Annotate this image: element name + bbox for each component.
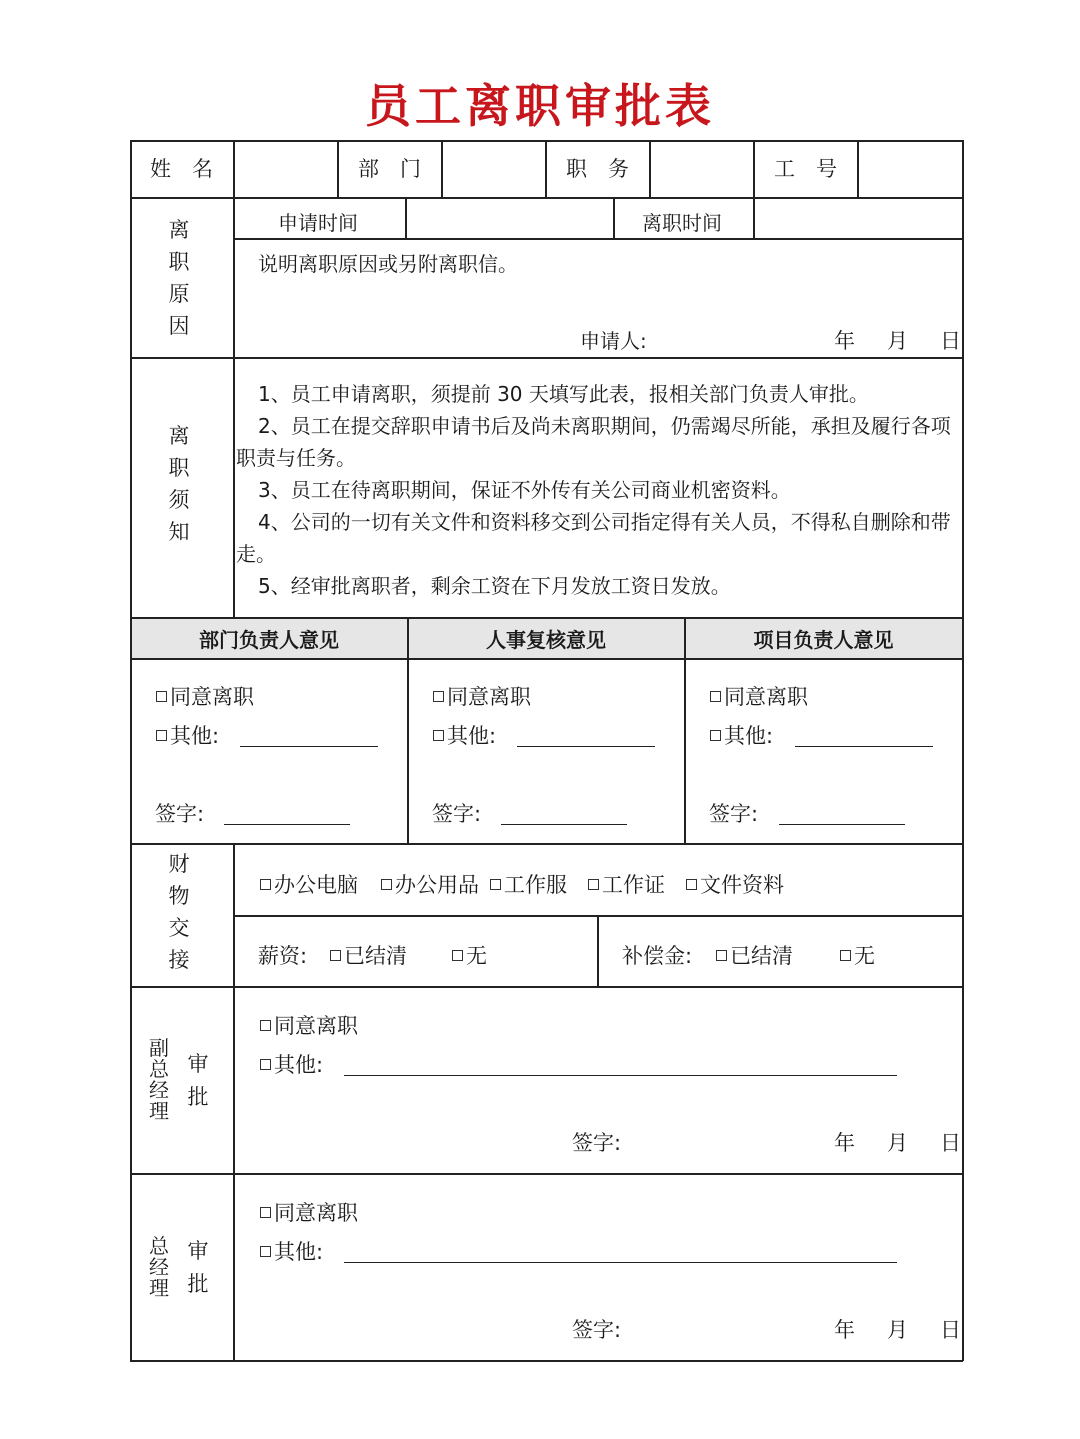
gm-month: 月: [887, 1318, 908, 1342]
vp-day: 日: [940, 1131, 961, 1155]
checkbox-icon[interactable]: [452, 950, 463, 961]
checkbox-icon[interactable]: [260, 1059, 271, 1070]
salary-settled-option[interactable]: 已结清: [330, 946, 407, 967]
handover-uniform[interactable]: 工作服: [490, 875, 567, 896]
checkbox-icon[interactable]: [710, 691, 721, 702]
comp-none-option[interactable]: 无: [840, 946, 875, 967]
handover-supplies[interactable]: 办公用品: [381, 875, 479, 896]
apply-time-field[interactable]: [407, 199, 612, 237]
dept-opinion-header: 部门负责人意见: [199, 628, 339, 652]
checkbox-icon[interactable]: [156, 730, 167, 741]
dept-label: 部 门: [358, 157, 421, 181]
hr-opinion-header: 人事复核意见: [486, 628, 606, 652]
comp-label: 补偿金:: [622, 944, 693, 968]
checkbox-icon[interactable]: [260, 1207, 271, 1218]
gm-agree-option[interactable]: 同意离职: [260, 1203, 358, 1224]
notice-item-3: 3、员工在待离职期间，保证不外传有关公司商业机密资料。: [258, 478, 791, 502]
notice-item-4: 4、公司的一切有关文件和资料移交到公司指定得有关人员，不得私自删除和带走。: [236, 510, 951, 566]
notice-section-label: 离 职 须 知: [168, 424, 190, 544]
applicant-label: 申请人:: [580, 329, 647, 353]
hr-sign-label: 签字:: [432, 802, 482, 826]
dept-other-input[interactable]: [240, 746, 378, 747]
project-sign-label: 签字:: [709, 802, 759, 826]
gm-sign-label: 签字:: [572, 1318, 622, 1342]
checkbox-icon[interactable]: [330, 950, 341, 961]
gm-other-option[interactable]: 其他:: [260, 1242, 323, 1263]
dept-field[interactable]: [443, 142, 544, 196]
reason-year: 年: [834, 329, 855, 353]
hr-agree-option[interactable]: 同意离职: [433, 687, 531, 708]
reason-section-label: 离 职 原 因: [168, 218, 190, 338]
vp-agree-option[interactable]: 同意离职: [260, 1016, 358, 1037]
checkbox-icon[interactable]: [260, 1246, 271, 1257]
checkbox-icon[interactable]: [490, 879, 501, 890]
project-other-option[interactable]: 其他:: [710, 726, 773, 747]
vp-label-right: 审 批: [187, 1052, 209, 1109]
notice-item-1: 1、员工申请离职，须提前 30 天填写此表，报相关部门负责人审批。: [258, 382, 869, 406]
dept-sign-label: 签字:: [155, 802, 205, 826]
comp-settled-option[interactable]: 已结清: [716, 946, 793, 967]
project-opinion-header: 项目负责人意见: [753, 628, 894, 652]
checkbox-icon[interactable]: [840, 950, 851, 961]
dept-sign-input[interactable]: [224, 824, 350, 825]
dept-agree-option[interactable]: 同意离职: [156, 687, 254, 708]
reason-month: 月: [887, 329, 908, 353]
dept-other-option[interactable]: 其他:: [156, 726, 219, 747]
vp-year: 年: [834, 1131, 855, 1155]
name-label: 姓 名: [150, 157, 213, 181]
checkbox-icon[interactable]: [381, 879, 392, 890]
checkbox-icon[interactable]: [260, 1020, 271, 1031]
checkbox-icon[interactable]: [260, 879, 271, 890]
salary-label: 薪资:: [258, 944, 308, 968]
notice-item-5: 5、经审批离职者，剩余工资在下月发放工资日发放。: [258, 574, 731, 598]
form-title: 员工离职审批表: [365, 79, 715, 133]
gm-label-left: 总 经 理: [149, 1234, 169, 1300]
project-agree-option[interactable]: 同意离职: [710, 687, 808, 708]
handover-computer[interactable]: 办公电脑: [260, 875, 358, 896]
checkbox-icon[interactable]: [716, 950, 727, 961]
hr-sign-input[interactable]: [501, 824, 627, 825]
gm-day: 日: [940, 1318, 961, 1342]
reason-text-area[interactable]: [236, 280, 961, 324]
reason-instruction: 说明离职原因或另附离职信。: [258, 252, 518, 276]
notice-item-2: 2、员工在提交辞职申请书后及尚未离职期间，仍需竭尽所能，承担及履行各项职责与任务。: [236, 414, 951, 470]
leave-time-label: 离职时间: [642, 211, 722, 235]
reason-day: 日: [940, 329, 961, 353]
position-label: 职 务: [566, 157, 629, 181]
id-field[interactable]: [859, 142, 961, 196]
handover-section-label: 财 物 交 接: [168, 852, 190, 972]
checkbox-icon[interactable]: [433, 691, 444, 702]
gm-other-input[interactable]: [344, 1262, 897, 1263]
vp-month: 月: [887, 1131, 908, 1155]
handover-badge[interactable]: 工作证: [588, 875, 665, 896]
gm-year: 年: [834, 1318, 855, 1342]
checkbox-icon[interactable]: [433, 730, 444, 741]
checkbox-icon[interactable]: [588, 879, 599, 890]
project-sign-input[interactable]: [779, 824, 905, 825]
checkbox-icon[interactable]: [686, 879, 697, 890]
vp-sign-label: 签字:: [572, 1131, 622, 1155]
id-label: 工 号: [774, 157, 837, 181]
gm-label-right: 审 批: [187, 1239, 209, 1296]
hr-other-option[interactable]: 其他:: [433, 726, 496, 747]
leave-time-field[interactable]: [755, 199, 961, 237]
handover-documents[interactable]: 文件资料: [686, 875, 784, 896]
apply-time-label: 申请时间: [278, 211, 358, 235]
checkbox-icon[interactable]: [710, 730, 721, 741]
vp-other-input[interactable]: [344, 1075, 897, 1076]
checkbox-icon[interactable]: [156, 691, 167, 702]
name-field[interactable]: [235, 142, 336, 196]
vp-other-option[interactable]: 其他:: [260, 1055, 323, 1076]
project-other-input[interactable]: [795, 746, 933, 747]
hr-other-input[interactable]: [517, 746, 655, 747]
vp-label-left: 副 总 经 理: [149, 1036, 169, 1123]
position-field[interactable]: [651, 142, 752, 196]
salary-none-option[interactable]: 无: [452, 946, 487, 967]
